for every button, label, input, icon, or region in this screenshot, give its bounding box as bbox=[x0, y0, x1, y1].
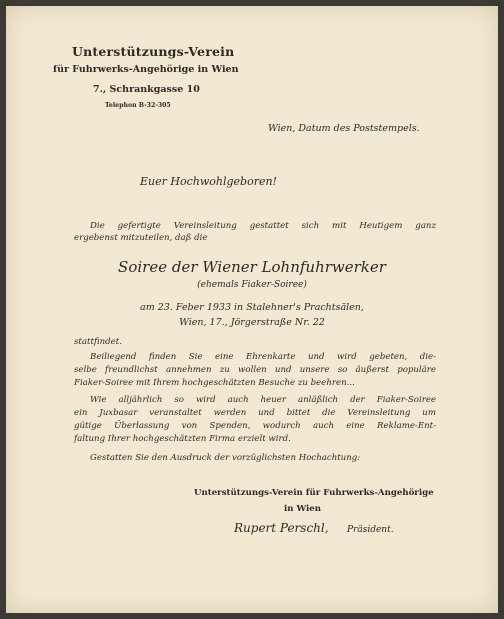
event-title: Soiree der Wiener Lohnfuhrwerker bbox=[118, 258, 386, 276]
org-subtitle: für Fuhrwerks-Angehörige in Wien bbox=[53, 64, 239, 75]
paragraph1-line-1: Beiliegend finden Sie eine Ehrenkarte und wird gebeten, die- bbox=[90, 352, 436, 362]
org-phone: Telephon B-32-305 bbox=[105, 102, 171, 109]
paragraph2-line-1: Wie alljährlich so wird auch heuer anläßlich der Fiaker-Soiree bbox=[90, 395, 436, 405]
paragraph1-line-2: selbe freundlichst annehmen zu wollen und unsere so äußerst populäre bbox=[74, 365, 436, 375]
signature-org: Unterstützungs-Verein für Fuhrwerks-Angehörige bbox=[194, 488, 434, 498]
intro-line-2: ergebenst mitzuteilen, daß die bbox=[74, 233, 208, 243]
place-date: Wien, Datum des Poststempels. bbox=[268, 123, 420, 134]
event-date-venue: am 23. Feber 1933 in Stalehner's Prachtsälen, bbox=[140, 302, 364, 313]
org-address: 7., Schrankgasse 10 bbox=[93, 84, 200, 95]
signature-city: in Wien bbox=[284, 504, 321, 514]
event-closing: stattfindet. bbox=[74, 337, 122, 347]
event-address: Wien, 17., Jörgerstraße Nr. 22 bbox=[179, 317, 325, 328]
paragraph2-line-3: gütige Überlassung von Spenden, wodurch auch eine Reklame-Ent- bbox=[74, 421, 436, 431]
paragraph1-line-3: Fiaker-Soiree mit Ihrem hochgeschätzten Besuche zu beehren... bbox=[74, 378, 355, 388]
event-subtitle: (ehemals Fiaker-Soiree) bbox=[197, 280, 307, 290]
org-name: Unterstützungs-Verein bbox=[72, 44, 235, 59]
salutation: Euer Hochwohlgeboren! bbox=[140, 175, 277, 188]
intro-line-1: Die gefertigte Vereinsleitung gestattet sich mit Heutigem ganz bbox=[90, 221, 436, 231]
closing-line: Gestatten Sie den Ausdruck der vorzüglichsten Hochachtung: bbox=[90, 453, 361, 463]
signature-title: Präsident. bbox=[347, 525, 394, 535]
paragraph2-line-4: faltung Ihrer hochgeschätzten Firma erzielt wird. bbox=[74, 434, 291, 444]
signature-name: Rupert Perschl, bbox=[234, 521, 329, 535]
paragraph2-line-2: ein Juxbasar veranstaltet werden und bittet die Vereinsleitung um bbox=[74, 408, 436, 418]
letter-sheet bbox=[6, 6, 498, 613]
